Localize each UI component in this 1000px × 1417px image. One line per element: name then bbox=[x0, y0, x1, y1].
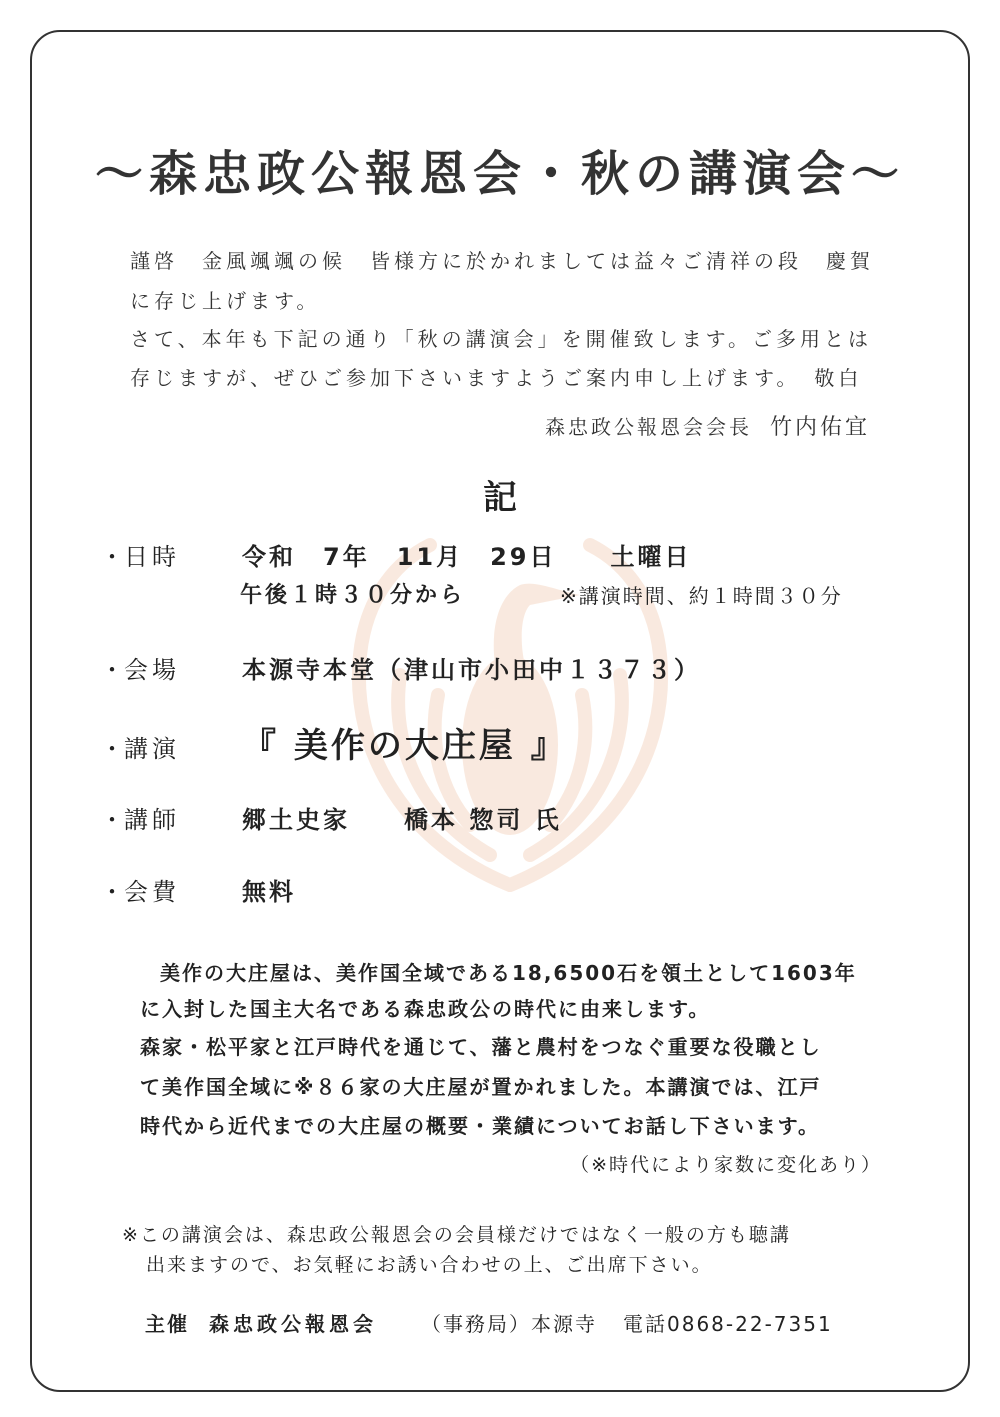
greeting-line-4: 存じますが、ぜひご参加下さいますようご案内申し上げます。 敬白 bbox=[130, 366, 863, 390]
greeting-line-2: に存じ上げます。 bbox=[130, 289, 321, 313]
venue-value: 本源寺本堂（津山市小田中１３７３） bbox=[242, 656, 701, 684]
description-line-1: 美作の大庄屋は、美作国全域である18,6500石を領土として1603年 bbox=[160, 961, 857, 985]
description-note: （※時代により家数に変化あり） bbox=[570, 1154, 882, 1176]
description-line-3: 森家・松平家と江戸時代を通じて、藩と農村をつなぐ重要な役職とし bbox=[140, 1035, 822, 1059]
host-line bbox=[145, 1308, 833, 1337]
description-line-4: て美作国全域に※８６家の大庄屋が置かれました。本講演では、江戸 bbox=[140, 1075, 822, 1099]
datetime-label: 日時 bbox=[124, 543, 180, 571]
bullet: ・ bbox=[100, 543, 124, 571]
fee-row bbox=[100, 872, 296, 907]
host-name: 森忠政公報恩会 bbox=[209, 1312, 377, 1336]
footer-note-line-2: 出来ますので、お気軽にお誘い合わせの上、ご出席下さい。 bbox=[146, 1254, 713, 1276]
bullet: ・ bbox=[100, 656, 124, 684]
footer-note-line-1: ※この講演会は、森忠政公報恩会の会員様だけではなく一般の方も聴講 bbox=[122, 1224, 791, 1246]
datetime-time: 午後１時３０分から bbox=[240, 583, 466, 608]
bullet: ・ bbox=[100, 878, 124, 906]
venue-row bbox=[100, 650, 701, 685]
fee-label: 会費 bbox=[124, 878, 180, 906]
host-label: 主催 bbox=[145, 1312, 189, 1336]
venue-label: 会場 bbox=[124, 656, 180, 684]
lecture-title: 『 美作の大庄屋 』 bbox=[242, 726, 568, 766]
lecture-row bbox=[100, 718, 568, 767]
greeting-line-3: さて、本年も下記の通り「秋の講演会」を開催致します。ご多用とは bbox=[130, 327, 872, 351]
ki-heading: 記 bbox=[483, 478, 517, 518]
signature-name: 竹内佑宜 bbox=[769, 415, 870, 440]
signature-role: 森忠政公報恩会会長 bbox=[544, 415, 752, 439]
signature bbox=[545, 410, 870, 441]
page-title: ～森忠政公報恩会・秋の講演会～ bbox=[94, 146, 905, 202]
host-phone: 電話0868-22-7351 bbox=[623, 1312, 833, 1336]
host-office: （事務局）本源寺 bbox=[421, 1312, 597, 1336]
datetime-row bbox=[100, 537, 692, 572]
description-line-5: 時代から近代までの大庄屋の概要・業績についてお話し下さいます。 bbox=[140, 1114, 820, 1138]
bullet: ・ bbox=[100, 735, 124, 763]
fee-value: 無料 bbox=[242, 878, 296, 906]
lecture-label: 講演 bbox=[124, 735, 180, 763]
greeting-line-1: 謹啓 金風颯颯の候 皆様方に於かれましては益々ご清祥の段 慶賀 bbox=[130, 249, 874, 273]
speaker-row bbox=[100, 800, 562, 835]
duration-note: ※講演時間、約１時間３０分 bbox=[560, 584, 843, 608]
description-line-2: に入封した国主大名である森忠政公の時代に由来します。 bbox=[140, 997, 711, 1021]
speaker-label: 講師 bbox=[124, 806, 180, 834]
bullet: ・ bbox=[100, 806, 124, 834]
datetime-date: 令和 7年 11月 29日 土曜日 bbox=[242, 543, 692, 571]
speaker-value: 郷土史家 橋本 惣司 氏 bbox=[242, 806, 562, 834]
